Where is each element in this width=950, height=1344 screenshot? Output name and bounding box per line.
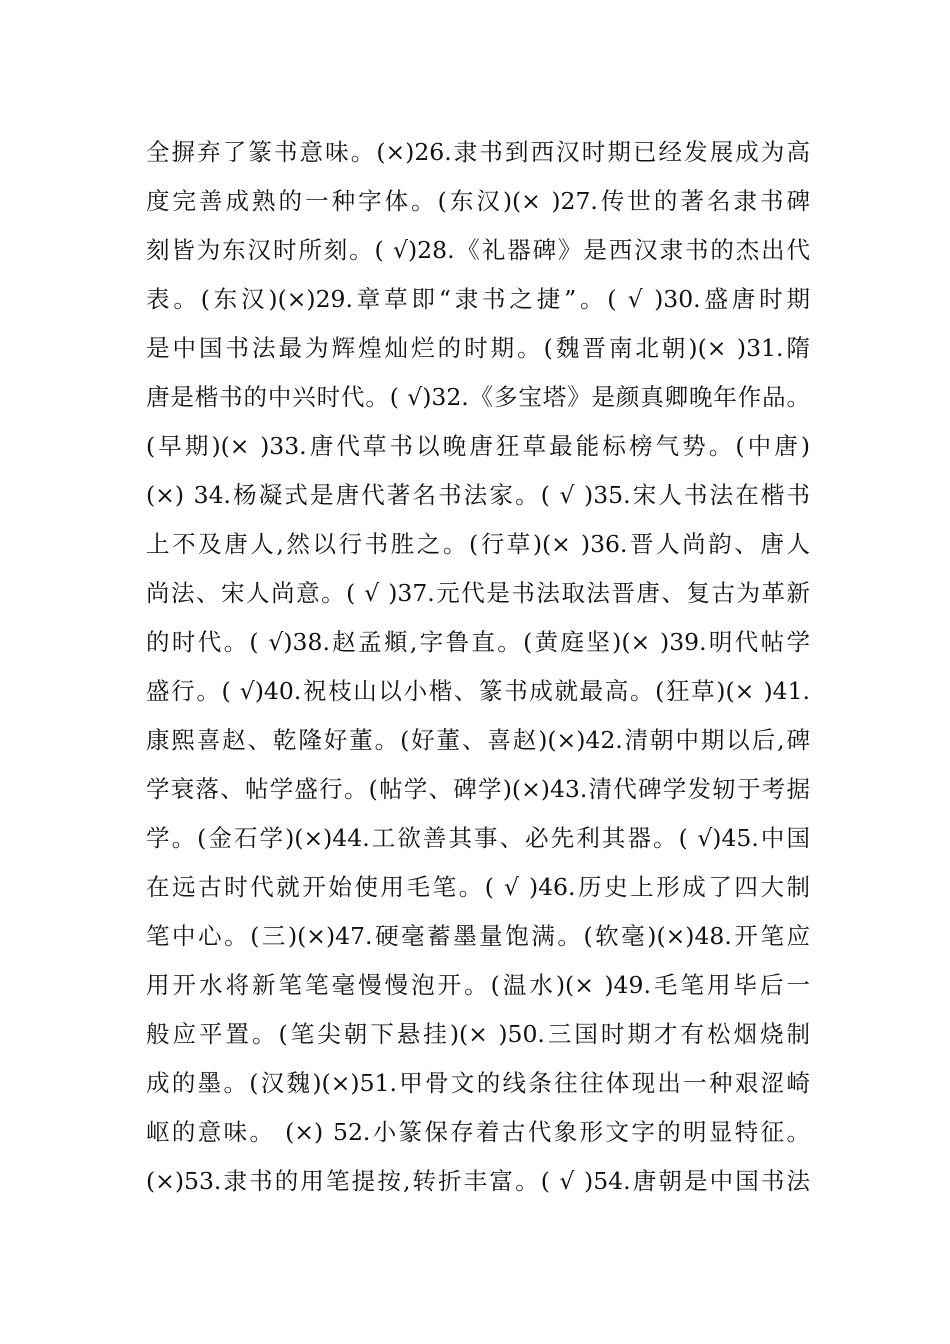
text-line: 盛行。( √)40.祝枝山以小楷、篆书成就最高。(狂草)(× )41. [146,677,810,705]
text-line: 笔中心。(三)(×)47.硬毫蓄墨量饱满。(软毫)(×)48.开笔应 [146,922,810,950]
text-line: 唐是楷书的中兴时代。( √)32.《多宝塔》是颜真卿晚年作品。 [146,383,810,411]
text-line: 全摒弃了篆书意味。(×)26.隶书到西汉时期已经发展成为高 [146,138,810,166]
text-line: 上不及唐人,然以行书胜之。(行草)(× )36.晋人尚韵、唐人 [146,530,810,558]
text-line: 刻皆为东汉时所刻。( √)28.《礼器碑》是西汉隶书的杰出代 [146,236,810,264]
text-line: 度完善成熟的一种字体。(东汉)(× )27.传世的著名隶书碑 [146,187,810,215]
text-line: 成的墨。(汉魏)(×)51.甲骨文的线条往往体现出一种艰涩崎 [146,1069,810,1097]
text-line: 尚法、宋人尚意。( √ )37.元代是书法取法晋唐、复古为革新 [146,579,810,607]
text-line: 学。(金石学)(×)44.工欲善其事、必先利其器。( √)45.中国 [146,824,810,852]
text-line: (×) 34.杨凝式是唐代著名书法家。( √ )35.宋人书法在楷书 [146,481,810,509]
text-line: 表。(东汉)(×)29.章草即“隶书之捷”。( √ )30.盛唐时期 [146,285,810,313]
text-line: 的时代。( √)38.赵孟頫,字鲁直。(黄庭坚)(× )39.明代帖学 [146,628,810,656]
text-line: 是中国书法最为辉煌灿烂的时期。(魏晋南北朝)(× )31.隋 [146,334,810,362]
text-line: 岖的意味。 (×) 52.小篆保存着古代象形文字的明显特征。 [146,1118,810,1146]
text-line: 般应平置。(笔尖朝下悬挂)(× )50.三国时期才有松烟烧制 [146,1020,810,1048]
text-line: 在远古时代就开始使用毛笔。( √ )46.历史上形成了四大制 [146,873,810,901]
text-line: (早期)(× )33.唐代草书以晚唐狂草最能标榜气势。(中唐) [146,432,810,460]
text-line: 康熙喜赵、乾隆好董。(好董、喜赵)(×)42.清朝中期以后,碑 [146,726,810,754]
text-line: (×)53.隶书的用笔提按,转折丰富。( √ )54.唐朝是中国书法 [146,1167,810,1195]
text-line: 用开水将新笔笔毫慢慢泡开。(温水)(× )49.毛笔用毕后一 [146,971,810,999]
body-text [146,128,810,1206]
text-line: 学衰落、帖学盛行。(帖学、碑学)(×)43.清代碑学发轫于考据 [146,775,810,803]
